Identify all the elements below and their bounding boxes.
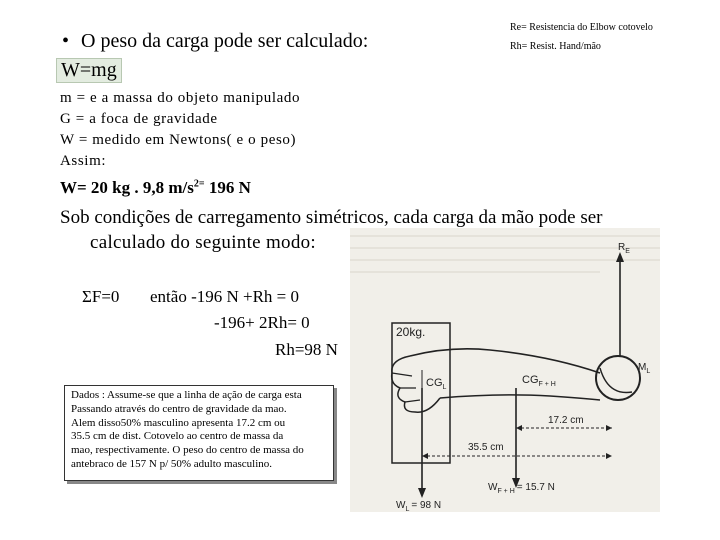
definition-weight: W = medido em Newtons( e o peso) (60, 132, 297, 148)
weight-box (392, 323, 450, 463)
calc-sup: 2= (193, 178, 205, 190)
bullet-text: O peso da carga pode ser calculado: (81, 30, 369, 52)
dados-box (64, 385, 334, 481)
dados-line: Alem disso50% masculino apresenta 17.2 cm ou (71, 416, 286, 429)
w-fh-label: $W_{F + H} = 15.7$ N (488, 482, 555, 495)
calc-rest: 196 N (204, 178, 251, 197)
equation-line-3: Rh=98 N (275, 340, 338, 359)
dist-long-label: 35.5 cm (468, 442, 504, 453)
cg-fh-label: $CG_{F + H}$ (522, 374, 556, 388)
scan-texture (350, 236, 660, 272)
weight-label: 20kg. (396, 325, 426, 339)
cg-l-label: $CG_L$ (426, 377, 447, 391)
note-rh: Rh= Resist. Hand/mão (510, 41, 601, 52)
forearm-top-outline (410, 349, 600, 373)
dim-short-arrow-right (606, 425, 612, 431)
equation-sum: ΣF=0 (82, 287, 120, 306)
dados-line: antebraco de 157 N p/ 50% adulto masculino. (71, 457, 273, 470)
moment-arc (600, 368, 632, 393)
equation-line-1: então -196 N +Rh = 0 (150, 287, 300, 306)
m-l-label: $M_L$ (638, 362, 651, 375)
dim-short-arrow-left (516, 425, 522, 431)
forearm-diagram (350, 228, 660, 512)
dim-long-arrow-right (606, 453, 612, 459)
dados-line: Dados : Assume-se que a linha de ação de carga esta (71, 389, 302, 401)
calc-main: W= 20 kg . 9,8 m/s (60, 178, 194, 197)
bullet-line (62, 30, 368, 53)
dist-short-label: 17.2 cm (548, 415, 584, 426)
sob-line-2: calculado do seguinte modo: (90, 232, 317, 253)
r-e-label: $R_E$ (618, 242, 630, 255)
weight-calculation (60, 178, 251, 198)
definition-assim: Assim: (60, 153, 107, 169)
note-re: Re= Resistencia do Elbow cotovelo (510, 22, 653, 33)
definition-gravity: G = a foca de gravidade (60, 111, 218, 127)
elbow-joint (596, 356, 640, 400)
dados-line: mao, respectivamente. O peso do centro de massa do (71, 444, 304, 457)
dados-line: Passando através do centro de gravidade da mao. (71, 402, 287, 415)
dados-line: 35.5 cm de dist. Cotovelo ao centro de massa da (71, 430, 284, 443)
forearm-diagram-svg (350, 228, 660, 512)
bullet-dot: • (62, 30, 70, 52)
w-l-label: $W_L = 98$ N (396, 500, 442, 512)
finger-lines (392, 373, 420, 402)
re-arrow-head (616, 252, 624, 262)
forearm-bottom-outline (440, 395, 600, 400)
dim-long-arrow-left (422, 453, 428, 459)
definitions (60, 88, 300, 172)
definition-mass: m = e a massa do objeto manipulado (60, 90, 301, 106)
formula-box: W=mg (56, 58, 122, 83)
sob-line-1: Sob condições de carregamento simétricos, cada carga da mão pode ser (60, 207, 603, 228)
wl-arrow-head (418, 488, 426, 498)
equation-line-2: -196+ 2Rh= 0 (214, 313, 310, 332)
